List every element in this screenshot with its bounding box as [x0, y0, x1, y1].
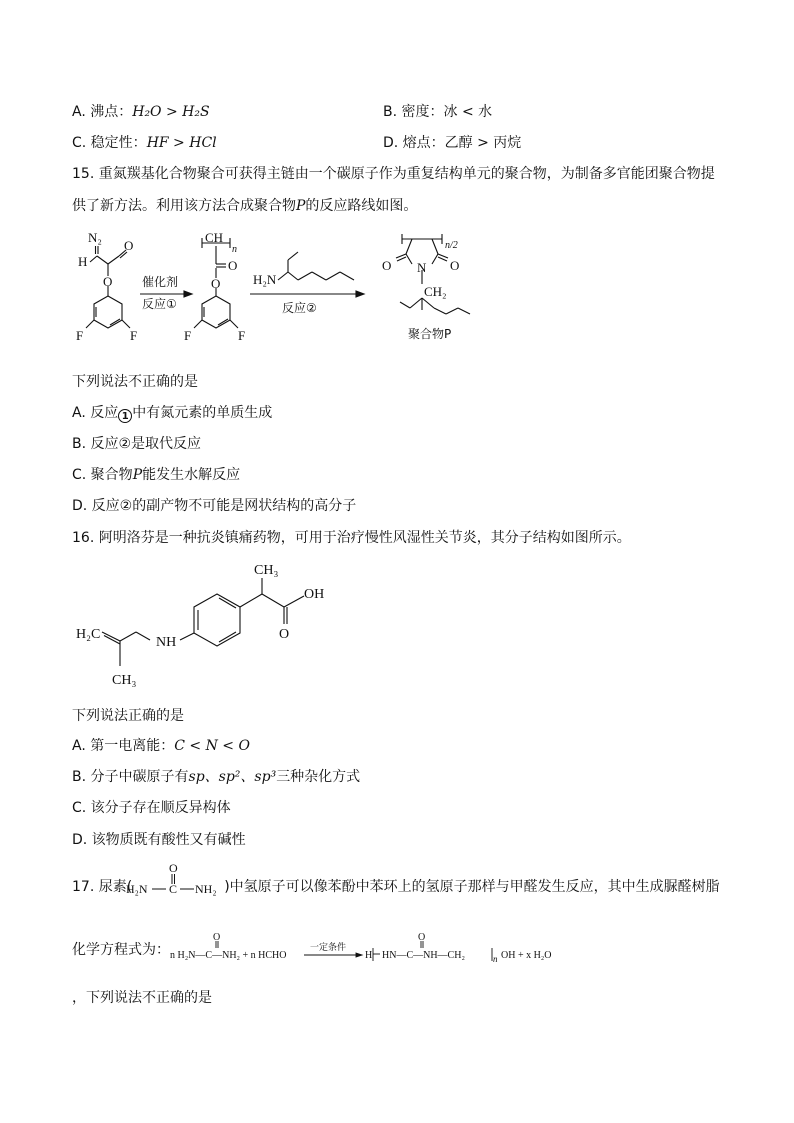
q15-stem-line1: 15. 重氮羰基化合物聚合可获得主链由一个碳原子作为重复结构单元的聚合物，为制备多官能团聚合物提 — [72, 166, 715, 182]
urea-nh2: NH₂ — [195, 882, 217, 896]
scheme-f3: F — [184, 328, 192, 343]
q14-option-a: A. 沸点：H₂O > H₂S — [72, 104, 210, 120]
scheme-product-label: 聚合物P — [408, 327, 452, 341]
eq-right-pre: H — [365, 950, 373, 961]
eq-right-post: OH + x H₂O — [501, 950, 552, 961]
eq-right-n: n — [493, 954, 498, 964]
q15-reaction-scheme — [60, 224, 600, 354]
scheme-reaction2: 反应② — [282, 301, 317, 315]
scheme-ring-n: N — [417, 260, 427, 275]
scheme-ch2: CH₂ — [424, 284, 447, 299]
q16-option-d: D. 该物质既有酸性又有碱性 — [72, 832, 246, 848]
scheme-ch: CH — [205, 230, 224, 245]
q16-molecule-structure — [72, 560, 372, 695]
scheme-catalyst: 催化剂 — [142, 275, 179, 289]
q15-question: 下列说法不正确的是 — [72, 374, 198, 390]
q15-option-c: C. 聚合物P能发生水解反应 — [72, 467, 241, 483]
scheme-h2n: H₂N — [253, 272, 277, 287]
struct-h2c: H₂C — [76, 627, 101, 642]
scheme-o1: O — [124, 238, 134, 253]
struct-ch3-bottom: CH₃ — [112, 673, 137, 688]
scheme-n2: N₂ — [88, 230, 102, 245]
q14-option-d: D. 熔点：乙醇 > 丙烷 — [383, 135, 522, 151]
eq-o1: O — [213, 932, 221, 943]
scheme-o6: O — [450, 258, 460, 273]
struct-nh: NH — [156, 635, 177, 650]
urea-o: O — [169, 861, 178, 875]
q16-stem: 16. 阿明洛芬是一种抗炎镇痛药物，可用于治疗慢性风湿性关节炎，其分子结构如图所示。 — [72, 530, 631, 546]
q17-equation — [170, 928, 570, 968]
scheme-n2sub: n/2 — [445, 240, 458, 251]
eq-left: n H₂N—C—NH₂ + n HCHO — [170, 950, 287, 961]
scheme-o5: O — [382, 258, 392, 273]
eq-condition: 一定条件 — [310, 943, 347, 953]
urea-h2n: H₂N — [126, 882, 148, 896]
scheme-o3: O — [228, 258, 238, 273]
scheme-reaction1: 反应① — [142, 297, 177, 311]
scheme-n: n — [232, 244, 237, 255]
q17-question: ，下列说法不正确的是 — [72, 990, 212, 1006]
scheme-o4: O — [211, 276, 221, 291]
scheme-f1: F — [76, 328, 84, 343]
scheme-f2: F — [130, 328, 138, 343]
q16-option-c: C. 该分子存在顺反异构体 — [72, 800, 231, 816]
q14-option-b: B. 密度：冰 < 水 — [383, 104, 493, 120]
eq-o2: O — [418, 932, 426, 943]
q16-option-b: B. 分子中碳原子有sp、sp²、sp³三种杂化方式 — [72, 769, 361, 785]
q15-option-a: A. 反应 1 中有氮元素的单质生成 — [72, 405, 273, 422]
eq-right-mid: HN—C—NH—CH₂ — [382, 950, 465, 961]
q16-option-a: A. 第一电离能：C < N < O — [72, 738, 250, 754]
q15-stem-line2: 供了新方法。利用该方法合成聚合物P的反应路线如图。 — [72, 198, 418, 214]
scheme-f4: F — [238, 328, 246, 343]
struct-oh: OH — [304, 587, 325, 602]
urea-c: C — [169, 882, 178, 896]
scheme-o2: O — [103, 274, 113, 289]
scheme-h: H — [78, 254, 88, 269]
q14-option-c: C. 稳定性：HF > HCl — [72, 135, 217, 151]
struct-o: O — [279, 627, 290, 642]
q15-option-d: D. 反应②的副产物不可能是网状结构的高分子 — [72, 498, 357, 514]
q15-option-b: B. 反应②是取代反应 — [72, 436, 202, 452]
struct-ch3-top: CH₃ — [254, 563, 279, 578]
q16-question: 下列说法正确的是 — [72, 708, 184, 724]
q17-stem: 17. 尿素( )中氢原子可以像苯酚中苯环上的氢原子那样与甲醛发生反应，其中生成脲醛树脂 — [72, 879, 720, 895]
q17-urea-structure — [122, 860, 222, 910]
q17-eq-label: 化学方程式为： — [72, 942, 170, 958]
circled-number-icon: 1 — [118, 409, 132, 423]
